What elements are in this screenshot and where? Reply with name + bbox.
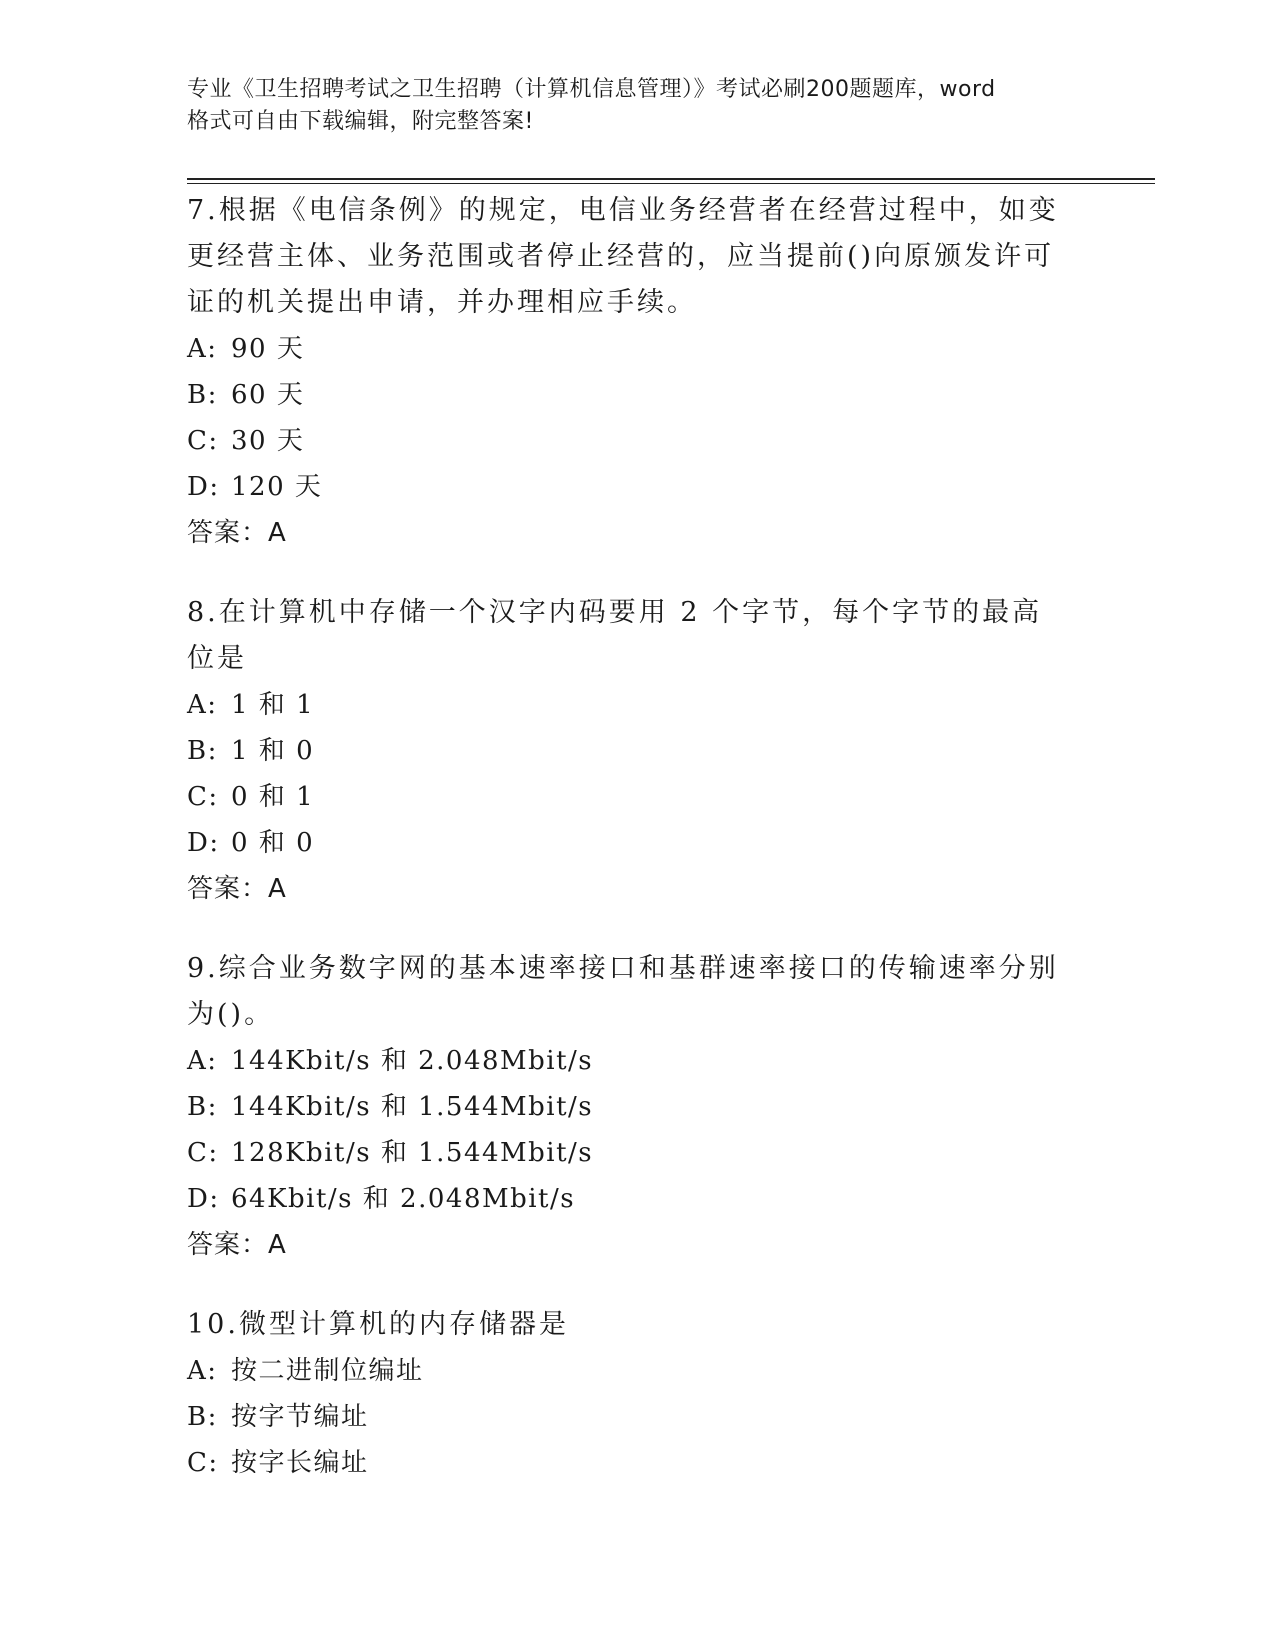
question-list	[187, 188, 1087, 1520]
option-a	[187, 326, 1087, 372]
answer-label: 答案：A	[187, 874, 287, 904]
option-letter: A:	[187, 1356, 218, 1386]
option-b	[187, 372, 1087, 418]
option-letter: A:	[187, 690, 218, 720]
option-letter: B:	[187, 736, 218, 766]
header-divider-thick	[187, 178, 1155, 180]
option-c	[187, 1130, 1087, 1176]
question-text: 8.在计算机中存储一个汉字内码要用 2 个字节，每个字节的最高位是	[187, 597, 1043, 674]
question-text: 9.综合业务数字网的基本速率接口和基群速率接口的传输速率分别为()。	[187, 953, 1059, 1030]
option-d	[187, 820, 1087, 866]
question-text: 7.根据《电信条例》的规定，电信业务经营者在经营过程中，如变更经营主体、业务范围或者停止经营的，应当提前()向原颁发许可证的机关提出申请，并办理相应手续。	[187, 195, 1059, 318]
option-letter: A:	[187, 334, 218, 364]
option-text: 144Kbit/s 和 2.048Mbit/s	[231, 1046, 594, 1076]
option-a	[187, 682, 1087, 728]
header-line-1: 专业《卫生招聘考试之卫生招聘（计算机信息管理）》考试必刷200题题库，word	[187, 77, 996, 102]
option-letter: B:	[187, 380, 218, 410]
question-7	[187, 188, 1087, 556]
header-divider-thin	[187, 183, 1155, 184]
option-letter: C:	[187, 1448, 219, 1478]
answer-label: 答案：A	[187, 518, 287, 548]
option-text: 120 天	[231, 472, 323, 502]
option-d	[187, 464, 1087, 510]
option-text: 90 天	[231, 334, 305, 364]
question-8	[187, 590, 1087, 912]
option-b	[187, 1084, 1087, 1130]
option-c	[187, 1440, 1087, 1486]
option-letter: A:	[187, 1046, 218, 1076]
option-c	[187, 774, 1087, 820]
option-text: 1 和 1	[231, 690, 315, 720]
option-letter: B:	[187, 1092, 218, 1122]
option-letter: B:	[187, 1402, 218, 1432]
question-10	[187, 1302, 1087, 1486]
option-letter: D:	[187, 828, 220, 858]
option-text: 按二进制位编址	[231, 1356, 424, 1386]
option-text: 60 天	[231, 380, 305, 410]
option-letter: C:	[187, 1138, 219, 1168]
option-letter: D:	[187, 472, 220, 502]
option-a	[187, 1038, 1087, 1084]
option-text: 128Kbit/s 和 1.544Mbit/s	[231, 1138, 594, 1168]
document-header	[187, 74, 1087, 138]
option-text: 30 天	[231, 426, 305, 456]
answer-label: 答案：A	[187, 1230, 287, 1260]
option-b	[187, 1394, 1087, 1440]
option-text: 1 和 0	[231, 736, 315, 766]
option-letter: D:	[187, 1184, 220, 1214]
option-letter: C:	[187, 426, 219, 456]
header-line-2: 格式可自由下载编辑，附完整答案!	[187, 109, 534, 134]
option-text: 按字长编址	[231, 1448, 369, 1478]
option-text: 0 和 1	[231, 782, 315, 812]
option-a	[187, 1348, 1087, 1394]
option-letter: C:	[187, 782, 219, 812]
question-text: 10.微型计算机的内存储器是	[187, 1309, 569, 1340]
question-9	[187, 946, 1087, 1268]
option-text: 0 和 0	[231, 828, 315, 858]
option-d	[187, 1176, 1087, 1222]
option-text: 64Kbit/s 和 2.048Mbit/s	[231, 1184, 576, 1214]
option-text: 按字节编址	[231, 1402, 369, 1432]
option-text: 144Kbit/s 和 1.544Mbit/s	[231, 1092, 594, 1122]
option-b	[187, 728, 1087, 774]
option-c	[187, 418, 1087, 464]
